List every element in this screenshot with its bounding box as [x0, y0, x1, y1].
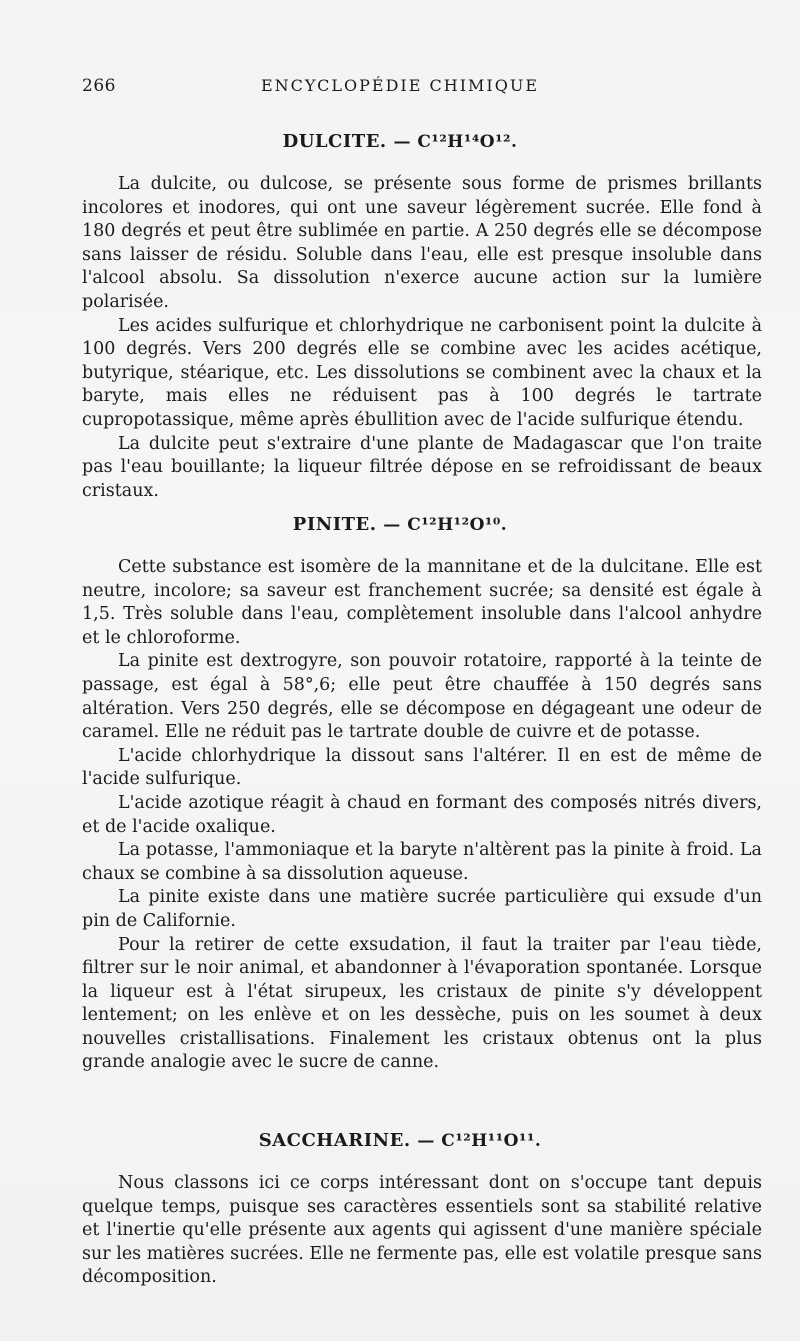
running-title: ENCYCLOPÉDIE CHIMIQUE [260, 76, 540, 95]
chemical-formula: — C¹²H¹²O¹⁰. [383, 515, 508, 535]
paragraph: La pinite existe dans une matière sucrée particulière qui exsude d'un pin de Californie. [82, 887, 762, 931]
section-title: DULCITE. [282, 131, 387, 152]
paragraph: L'acide chlorhydrique la dissout sans l'altérer. Il en est de même de l'acide sulfurique. [82, 745, 762, 790]
chemical-formula: — C¹²H¹¹O¹¹. [417, 1131, 542, 1151]
paragraph: La potasse, l'ammoniaque et la baryte n'altèrent pas la pinite à froid. La chaux se combine à sa dissolution aqueuse. [82, 840, 762, 884]
section-body-saccharine [82, 1172, 762, 1290]
page-number: 266 [82, 76, 116, 96]
section-title: PINITE. [292, 514, 377, 535]
chemical-formula: — C¹²H¹⁴O¹². [393, 132, 518, 152]
paragraph: Nous classons ici ce corps intéressant dont on s'occupe tant depuis quelque temps, puisque ses caractères essentiels sont sa stabilité relative et l'inertie qu'elle présente aux agents qui agissent d'une manière spéciale sur les matières sucrées. Elle ne fermente pas, elle est volatile presque sans décomposition. [82, 1173, 762, 1288]
paragraph: Cette substance est isomère de la mannitane et de la dulcitane. Elle est neutre, incolore; sa saveur est franchement sucrée; sa densité est égale à 1,5. Très soluble dans l'eau, complètement insoluble dans l'alcool anhydre et le chloroforme. [82, 557, 762, 648]
paragraph: L'acide azotique réagit à chaud en formant des composés nitrés divers, et de l'acide oxalique. [82, 792, 762, 837]
section-heading-pinite [0, 514, 800, 535]
section-title: SACCHARINE. [258, 1130, 411, 1151]
paragraph: La dulcite, ou dulcose, se présente sous forme de prismes brillants incolores et inodores, qui ont une saveur légèrement sucrée. Elle fond à 180 degrés et peut être sublimée en partie. A 250 degrés elle se décompose sans laisser de résidu. Soluble dans l'eau, elle est presque insoluble dans l'alcool absolu. Sa dissolution n'exerce aucune action sur la lumière polarisée. [82, 174, 762, 312]
paragraph: La pinite est dextrogyre, son pouvoir rotatoire, rapporté à la teinte de passage, est égal à 58°,6; elle peut être chauffée à 150 degrés sans altération. Vers 250 degrés, elle se décompose en dégageant une odeur de caramel. Elle ne réduit pas le tartrate double de cuivre et de potasse. [82, 651, 762, 743]
section-heading-saccharine [0, 1130, 800, 1151]
paragraph: La dulcite peut s'extraire d'une plante de Madagascar que l'on traite pas l'eau bouillante; la liqueur filtrée dépose en se refroidissant de beaux cristaux. [82, 433, 762, 501]
section-heading-dulcite [0, 131, 800, 152]
section-body-dulcite [82, 173, 762, 503]
paragraph: Pour la retirer de cette exsudation, il faut la traiter par l'eau tiède, filtrer sur le noir animal, et abandonner à l'évaporation spontanée. Lorsque la liqueur est à l'état sirupeux, les cristaux de pinite s'y développent lentement; on les enlève et on les dessèche, puis on les soumet à deux nouvelles cristallisations. Finalement les cristaux obtenus ont la plus grande analogie avec le sucre de canne. [82, 934, 762, 1073]
section-body-pinite [82, 556, 762, 1075]
paragraph: Les acides sulfurique et chlorhydrique ne carbonisent point la dulcite à 100 degrés. Vers 200 degrés elle se combine avec les acides acétique, butyrique, stéarique, etc. Les dissolutions se combinent avec la chaux et la baryte, mais elles ne réduisent pas à 100 degrés le tartrate cupropotassique, même après ébullition avec de l'acide sulfurique étendu. [82, 315, 762, 430]
